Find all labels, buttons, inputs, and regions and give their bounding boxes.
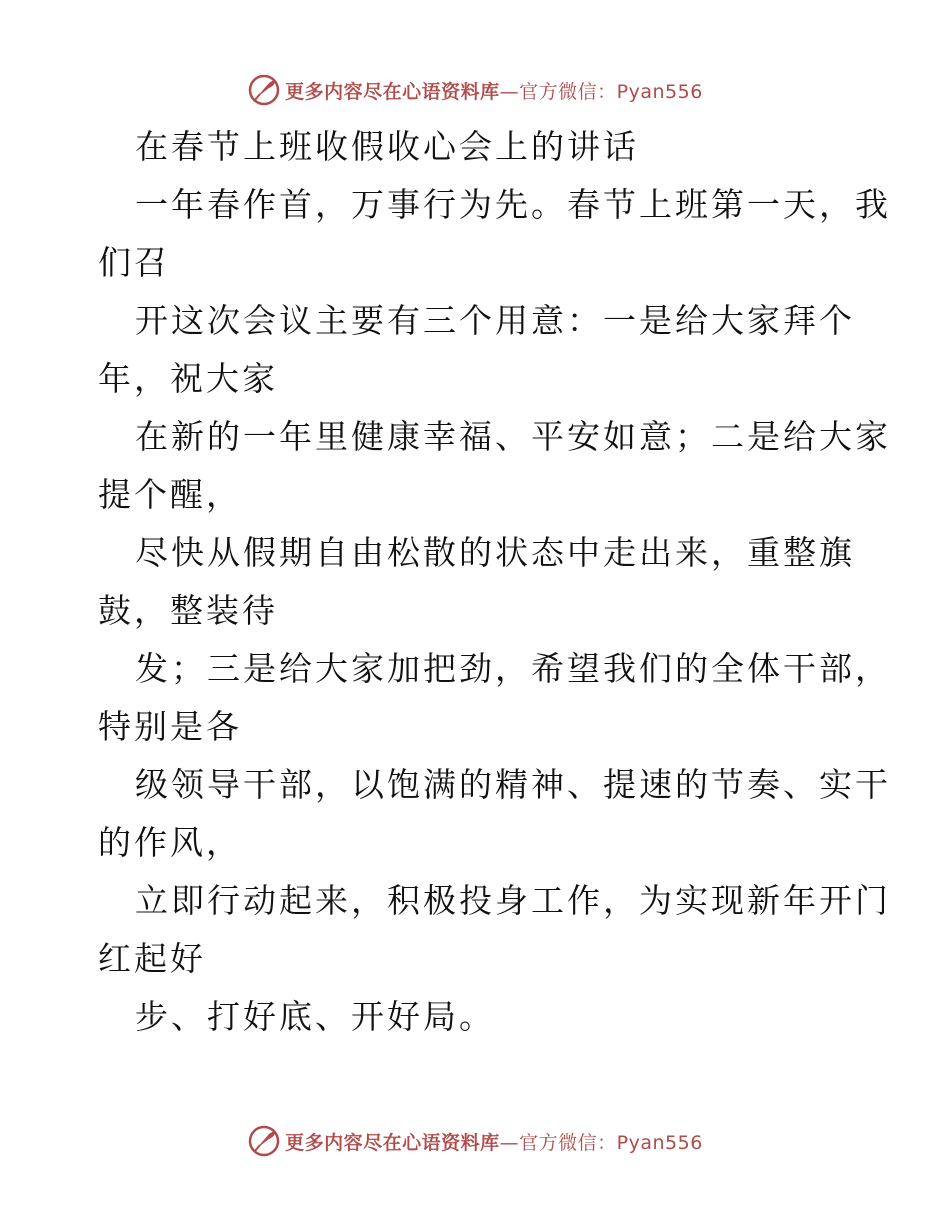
text-line: 年，祝大家 xyxy=(98,359,278,398)
text-line: 发；三是给大家加把劲，希望我们的全体干部， xyxy=(135,649,891,688)
header-watermark xyxy=(0,70,950,110)
text-line: 立即行动起来，积极投身工作，为实现新年开门 xyxy=(135,881,891,920)
text-line: 提个醒， xyxy=(98,475,242,514)
watermark-text: 更多内容尽在心语资料库 xyxy=(285,1131,500,1154)
text-line: 级领导干部，以饱满的精神、提速的节奏、实干 xyxy=(135,765,891,804)
text-line: 鼓，整装待 xyxy=(98,591,278,630)
text-line: 们召 xyxy=(98,243,170,282)
quill-logo-icon xyxy=(247,1124,281,1158)
text-line: 开这次会议主要有三个用意：一是给大家拜个 xyxy=(135,301,855,340)
footer-watermark xyxy=(0,1121,950,1161)
text-line: 特别是各 xyxy=(98,707,242,746)
watermark-contact: —官方微信：Pyan556 xyxy=(499,1131,703,1154)
text-line: 步、打好底、开好局。 xyxy=(135,997,495,1036)
text-line: 一年春作首，万事行为先。春节上班第一天，我 xyxy=(135,185,891,224)
document-title: 在春节上班收假收心会上的讲话 xyxy=(135,127,639,166)
text-line: 在新的一年里健康幸福、平安如意；二是给大家 xyxy=(135,417,891,456)
watermark-contact: —官方微信：Pyan556 xyxy=(499,80,703,103)
text-line: 尽快从假期自由松散的状态中走出来，重整旗 xyxy=(135,533,855,572)
text-line: 的作风， xyxy=(98,823,242,862)
watermark-text: 更多内容尽在心语资料库 xyxy=(285,80,500,103)
document-body xyxy=(98,118,891,1046)
quill-logo-icon xyxy=(247,73,281,107)
text-line: 红起好 xyxy=(98,939,206,978)
